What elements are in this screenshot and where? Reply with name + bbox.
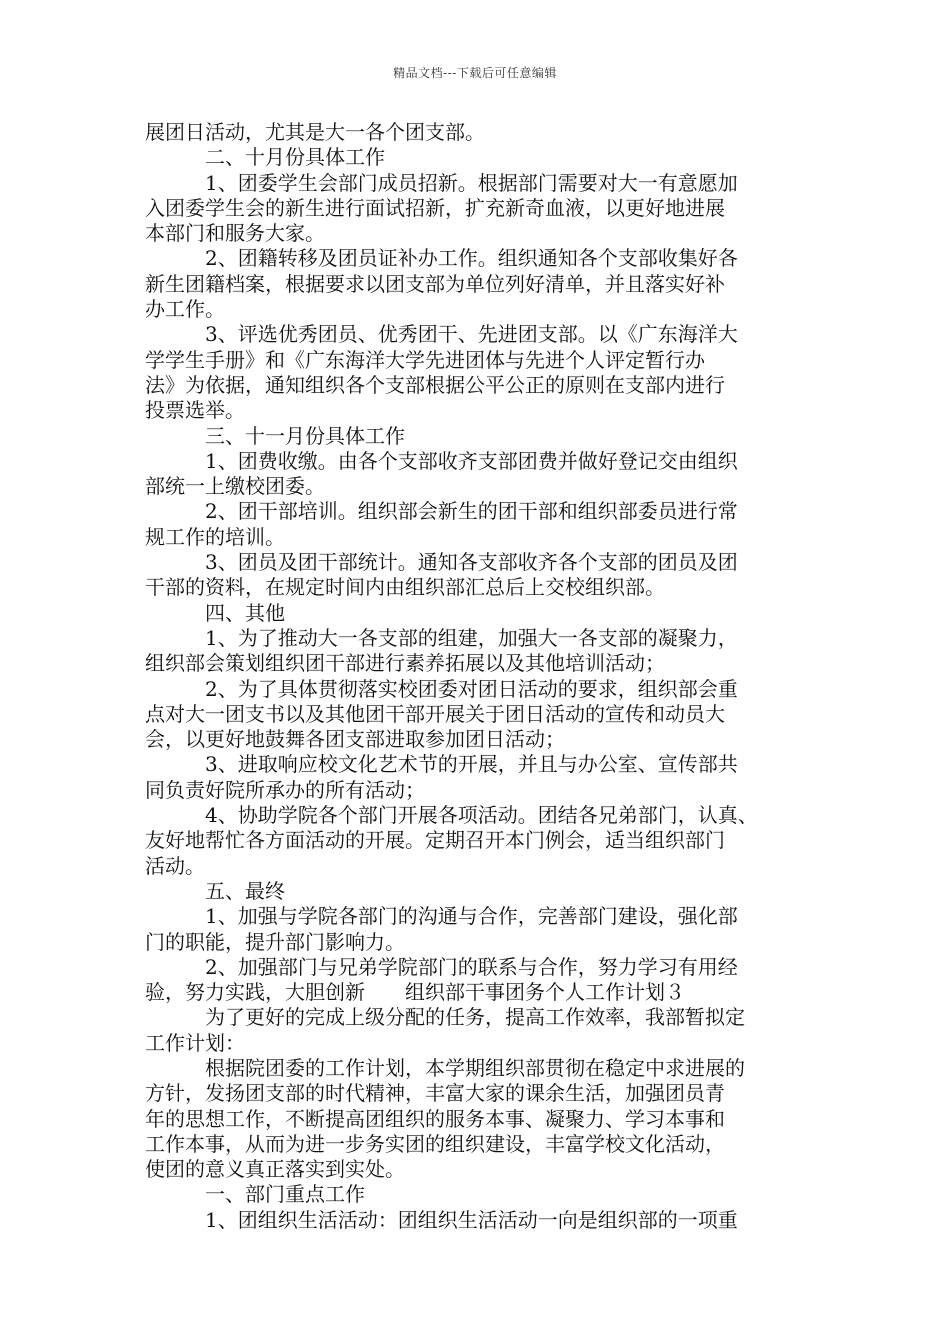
text-line: 2、加强部门与兄弟学院部门的联系与合作，努力学习有用经 [205, 954, 738, 979]
text-line: 部统一上缴校团委。 [145, 474, 325, 499]
text-line: 同负责好院所承办的所有活动； [145, 777, 425, 802]
text-line: 会，以更好地鼓舞各团支部进取参加团日活动； [145, 727, 565, 752]
text-line: 新生团籍档案，根据要求以团支部为单位列好清单，并且落实好补 [145, 271, 725, 296]
text-line: 学学生手册》和《广东海洋大学先进团体与先进个人评定暂行办 [145, 347, 705, 372]
text-line: 2、团籍转移及团员证补办工作。组织通知各个支部收集好各 [205, 246, 738, 271]
text-line: 方针，发扬团支部的时代精神，丰富大家的课余生活，加强团员青 [145, 1081, 725, 1106]
text-line: 规工作的培训。 [145, 524, 285, 549]
text-line: 3、团员及团干部统计。通知各支部收齐各个支部的团员及团 [205, 550, 738, 575]
text-line: 本部门和服务大家。 [145, 221, 325, 246]
document-body [145, 120, 810, 1233]
text-line: 工作计划： [145, 1030, 245, 1055]
text-line: 验，努力实践，大胆创新 组织部干事团务个人工作计划３ [145, 980, 685, 1005]
text-line: 一、部门重点工作 [205, 1182, 365, 1207]
page-header: 精品文档---下载后可任意编辑 [393, 66, 557, 80]
text-line: 展团日活动，尤其是大一各个团支部。 [145, 120, 485, 144]
text-line: 使团的意义真正落实到实处。 [145, 1157, 405, 1182]
text-line: 四、其他 [205, 600, 285, 625]
text-line: 4、协助学院各个部门开展各项活动。团结各兄弟部门，认真、 [205, 803, 758, 828]
text-line: 1、团组织生活活动：团组织生活活动一向是组织部的一项重 [205, 1207, 738, 1232]
text-line: 二、十月份具体工作 [205, 145, 385, 170]
text-line: 年的思想工作，不断提高团组织的服务本事、凝聚力、学习本事和 [145, 1106, 725, 1131]
text-line: 活动。 [145, 853, 205, 878]
text-line: 干部的资料，在规定时间内由组织部汇总后上交校组织部。 [145, 575, 665, 600]
text-line: 五、最终 [205, 878, 285, 903]
text-line: 根据院团委的工作计划，本学期组织部贯彻在稳定中求进展的 [205, 1055, 745, 1080]
text-line: 点对大一团支书以及其他团干部开展关于团日活动的宣传和动员大 [145, 701, 725, 726]
text-line: 入团委学生会的新生进行面试招新，扩充新奇血液，以更好地进展 [145, 195, 725, 220]
text-line: 门的职能，提升部门影响力。 [145, 929, 405, 954]
text-line: 为了更好的完成上级分配的任务，提高工作效率，我部暂拟定 [205, 1005, 745, 1030]
text-line: 工作本事，从而为进一步务实团的组织建设，丰富学校文化活动， [145, 1131, 725, 1156]
text-line: 2、团干部培训。组织部会新生的团干部和组织部委员进行常 [205, 499, 738, 524]
text-line: 3、评选优秀团员、优秀团干、先进团支部。以《广东海洋大 [205, 322, 738, 347]
text-line: 1、为了推动大一各支部的组建，加强大一各支部的凝聚力， [205, 625, 738, 650]
text-line: 1、团委学生会部门成员招新。根据部门需要对大一有意愿加 [205, 170, 738, 195]
text-line: 三、十一月份具体工作 [205, 423, 405, 448]
text-line: 办工作。 [145, 297, 225, 322]
text-line: 友好地帮忙各方面活动的开展。定期召开本门例会，适当组织部门 [145, 828, 725, 853]
text-line: 组织部会策划组织团干部进行素养拓展以及其他培训活动； [145, 651, 665, 676]
text-line: 投票选举。 [145, 398, 245, 423]
text-line: 1、团费收缴。由各个支部收齐支部团费并做好登记交由组织 [205, 448, 738, 473]
text-line: 2、为了具体贯彻落实校团委对团日活动的要求，组织部会重 [205, 676, 738, 701]
text-line: 1、加强与学院各部门的沟通与合作，完善部门建设，强化部 [205, 904, 738, 929]
text-line: 3、进取响应校文化艺术节的开展，并且与办公室、宣传部共 [205, 752, 738, 777]
text-line: 法》为依据，通知组织各个支部根据公平公正的原则在支部内进行 [145, 372, 725, 397]
